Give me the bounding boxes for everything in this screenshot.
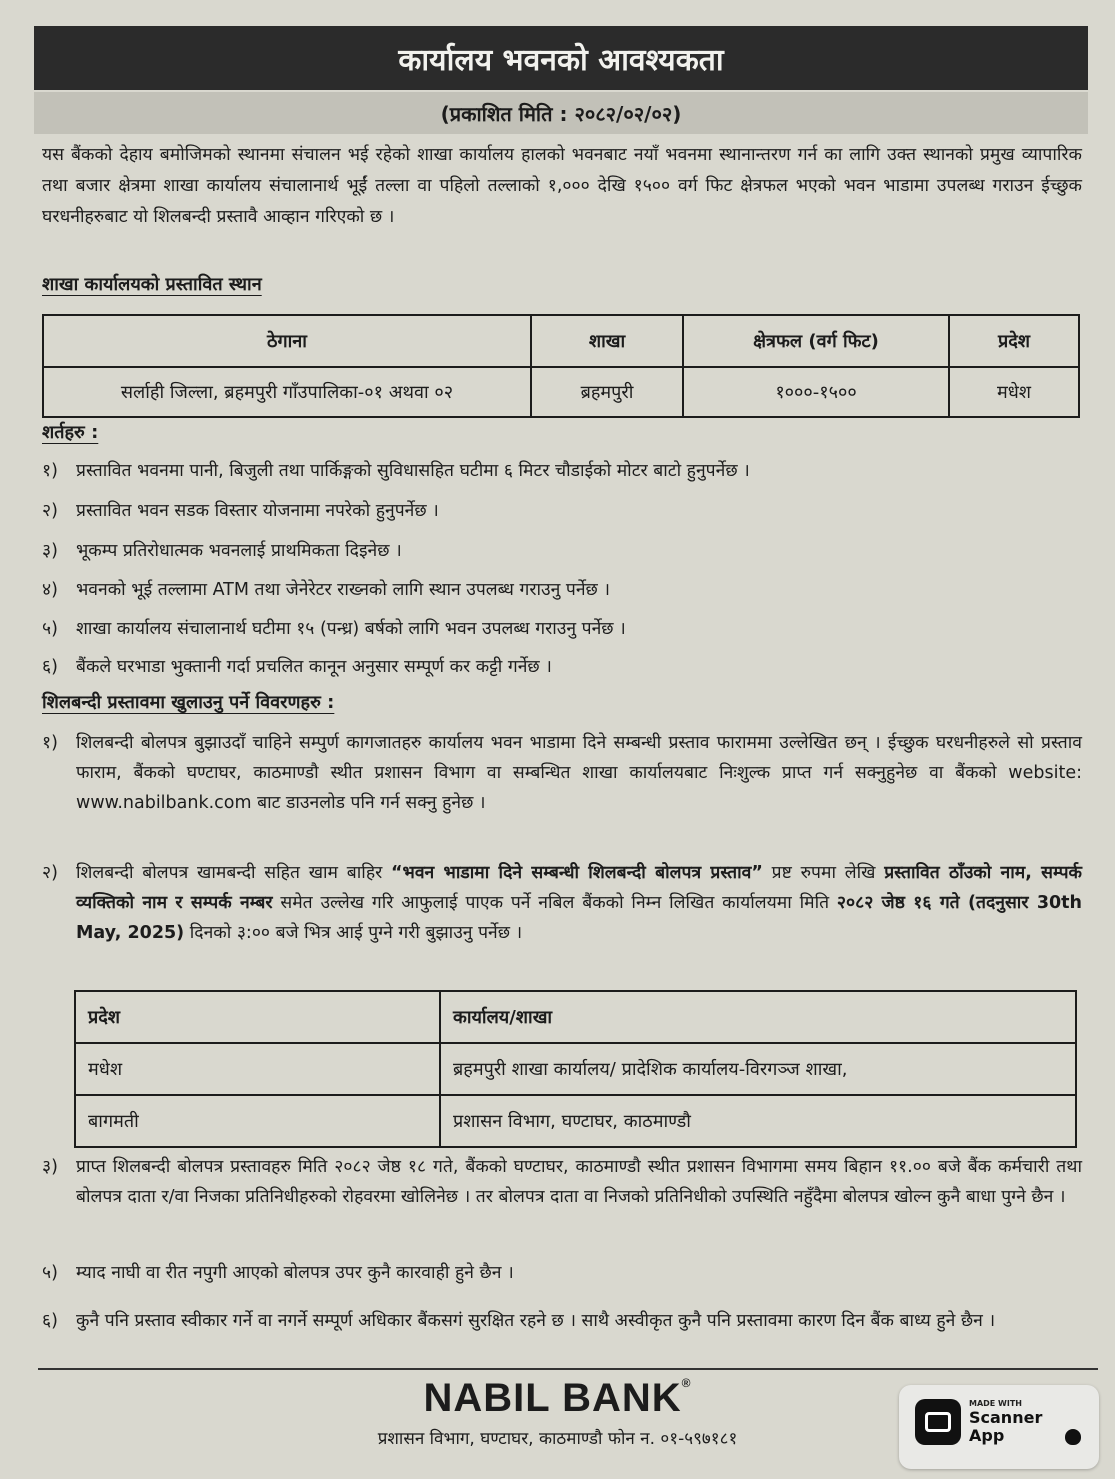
table-header: कार्यालय/शाखा (440, 991, 1076, 1043)
footer-address: प्रशासन विभाग, घण्टाघर, काठमाण्डौ फोन न. ०१-५९७१८१ (377, 1429, 738, 1449)
notice-title: कार्यालय भवनको आवश्यकता (34, 26, 1088, 90)
apple-icon (1065, 1429, 1081, 1445)
table-header: क्षेत्रफल (वर्ग फिट) (683, 315, 949, 367)
scanner-app-name: Scanner App (969, 1408, 1043, 1445)
condition-item: ५) शाखा कार्यालय संचालानार्थ घटीमा १५ (पन्ध्र) बर्षको लागि भवन उपलब्ध गराउनु पर्नेछ । (42, 619, 626, 639)
made-with-label: MADE WITH (969, 1399, 1022, 1408)
location-table (42, 314, 1080, 418)
table-row (43, 367, 1079, 417)
table-row (75, 1095, 1076, 1147)
published-date: (प्रकाशित मिति : २०८२/०२/०२) (34, 92, 1088, 134)
table-cell: प्रशासन विभाग, घण्टाघर, काठमाण्डौ (440, 1095, 1076, 1147)
table-cell: ब्रहमपुरी (531, 367, 683, 417)
table-header: ठेगाना (43, 315, 531, 367)
condition-item: १) प्रस्तावित भवनमा पानी, बिजुली तथा पार्किङ्गको सुविधासहित घटीमा ६ मिटर चौडाईको मोटर बाटो हुनुपर्नेछ । (42, 461, 750, 481)
condition-item: ४) भवनको भूई तल्लामा ATM तथा जेनेरेटर राख्नको लागि स्थान उपलब्ध गराउनु पर्नेछ । (42, 580, 611, 600)
scanner-app-icon (915, 1399, 961, 1445)
table-header-row (43, 315, 1079, 367)
detail-item: ६) कुनै पनि प्रस्ताव स्वीकार गर्ने वा नगर्ने सम्पूर्ण अधिकार बैंकसगं सुरक्षित रहने छ । साथै अस्वीकृत कुनै पनि प्रस्तावमा कारण दिन बैंक बाध्य हुने छैन । (42, 1311, 996, 1331)
table-header-row (75, 991, 1076, 1043)
table-cell: मधेश (949, 367, 1079, 417)
table-cell: १०००-१५०० (683, 367, 949, 417)
table-cell: मधेश (75, 1043, 440, 1095)
office-table (74, 990, 1077, 1148)
detail-item: २) शिलबन्दी बोलपत्र खामबन्दी सहित खाम बाहिर “भवन भाडामा दिने सम्बन्धी शिलबन्दी बोलपत्र प्रस्ताव” प्रष्ट रुपमा लेखि प्रस्तावित ठाँउको नाम, सम्पर्क व्यक्तिको नाम र सम्पर्क नम्बर समेत उल्लेख गरि आफुलाई पाएक पर्ने नबिल बैंकको निम्न लिखित कार्यालयमा मिति २०८२ जेष्ठ १६ गते (तदनुसार 30th May, 2025) दिनको ३:०० बजे भित्र आई पुग्ने गरी बुझाउनु पर्नेछ । (42, 863, 1083, 943)
bank-logo: NABIL BANK® (423, 1376, 692, 1420)
condition-item: २) प्रस्तावित भवन सडक विस्तार योजनामा नपरेको हुनुपर्नेछ । (42, 501, 439, 521)
table-header: शाखा (531, 315, 683, 367)
condition-item: ३) भूकम्प प्रतिरोधात्मक भवनलाई प्राथमिकता दिइनेछ । (42, 541, 402, 561)
detail-item: १) शिलबन्दी बोलपत्र बुझाउदाँ चाहिने सम्पुर्ण कागजातहरु कार्यालय भवन भाडामा दिने सम्बन्धी प्रस्ताव फाराममा उल्लेखित छन् । ईच्छुक घरधनीहरुले सो प्रस्ताव फाराम, बैंकको घण्टाघर, काठमाण्डौ स्थीत प्रशासन विभाग वा सम्बन्धित शाखा कार्यालयबाट निःशुल्क प्राप्त गर्न सक्नुहुनेछ वा बैंकको website: www.nabilbank.com बाट डाउनलोड पनि गर्न सक्नु हुनेछ । (42, 733, 1082, 813)
table-cell: ब्रहमपुरी शाखा कार्यालय/ प्रादेशिक कार्यालय-विरगञ्ज शाखा, (440, 1043, 1076, 1095)
table-cell: बागमती (75, 1095, 440, 1147)
detail-item: ५) म्याद नाघी वा रीत नपुगी आएको बोलपत्र उपर कुनै कारवाही हुने छैन । (42, 1263, 514, 1283)
table-cell: सर्लाही जिल्ला, ब्रहमपुरी गाँउपालिका-०१ अथवा ०२ (43, 367, 531, 417)
condition-item: ६) बैंकले घरभाडा भुक्तानी गर्दा प्रचलित कानून अनुसार सम्पूर्ण कर कट्टी गर्नेछ । (42, 657, 552, 677)
location-heading: शाखा कार्यालयको प्रस्तावित स्थान (42, 274, 262, 295)
intro-paragraph: यस बैंकको देहाय बमोजिमको स्थानमा संचालन भई रहेको शाखा कार्यालय हालको भवनबाट नयाँ भवनमा स्थानान्तरण गर्न का लागि उक्त स्थानको प्रमुख व्यापारिक तथा बजार क्षेत्रमा शाखा कार्यालय संचालानार्थ भूईं तल्ला वा पहिलो तल्लाको १,००० देखि १५०० वर्ग फिट क्षेत्रफल भएको भवन भाडामा उपलब्ध गराउन ईच्छुक घरधनीहरुबाट यो शिलबन्दी प्रस्तावै आव्हान गरिएको छ । (42, 145, 1082, 227)
conditions-heading: शर्तहरु : (42, 422, 99, 443)
table-row (75, 1043, 1076, 1095)
details-heading: शिलबन्दी प्रस्तावमा खुलाउनु पर्ने विवरणहरु : (42, 692, 335, 713)
footer-divider (38, 1368, 1098, 1370)
table-header: प्रदेश (949, 315, 1079, 367)
scanner-app-badge (899, 1385, 1099, 1469)
table-header: प्रदेश (75, 991, 440, 1043)
detail-item: ३) प्राप्त शिलबन्दी बोलपत्र प्रस्तावहरु मिति २०८२ जेष्ठ १८ गते, बैंकको घण्टाघर, काठमाण्डौ स्थीत प्रशासन विभागमा समय बिहान ११.०० बजे बैंक कर्मचारी तथा बोलपत्र दाता र/वा निजका प्रतिनिधीहरुको रोहवरमा खोलिनेछ । तर बोलपत्र दाता वा निजको प्रतिनिधीको उपस्थिति नहुँदैमा बोलपत्र खोल्न कुनै बाधा पुग्ने छैन । (42, 1157, 1082, 1207)
